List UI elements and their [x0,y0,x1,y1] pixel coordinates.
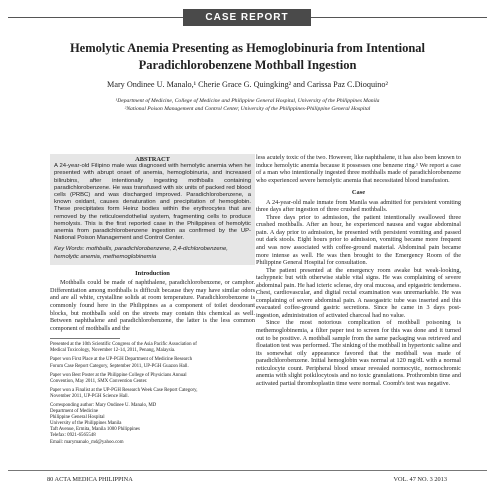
case-paragraph: The patient presented at the emergency room awake but weak-looking, tachypneic but with otherwise stable vital signs. He was complaining of severe abdominal pain. He had icteric sclerae, dry oral mucosa, and epigastric tenderness. Chest, cardiovascular, and digital rectal examination was unremarkable. He was complaining of severe abdominal pain. A nasogastric tube was inserted and this evacuated coffee-ground gastric secretions. Since he came in 3 days post-ingestion, administration of activated charcoal had no value. [256,266,461,319]
footnotes [50,342,255,445]
footnote-line: Paper won First Place at the UP-PGH Department of Medicine Research [50,357,193,363]
abstract-box [50,154,255,265]
introduction-text: Mothballs could be made of naphthalene, paradichlorobenzene, or camphor. Differentiation among mothballs is difficult because they may have similar odors and are all white, crystalline solids at room temperature. Paradichlorobenzene is commonly found here in the Philippines as a component of toilet deodorant blocks, but mothballs sold on the streets may contain this chemical as well. Between naphthalene and paradichlorobenzene, the latter is the less common component of mothballs and the [50,279,255,332]
affiliations [20,98,475,113]
keywords: Key Words: mothballs, paradichlorobenzene, 2,4-dichlorobenzene, hemolytic anemia, methemoglobinemia [54,246,228,260]
section-label: CASE REPORT [183,9,311,26]
introduction-heading: Introduction [135,269,170,277]
footnote [50,342,255,354]
footnote-line: Email: marymanalo_md@yahoo.com [50,439,124,445]
author-list: Mary Ondinee U. Manalo,¹ Cherie Grace G. Quingking² and Carissa Paz C.Dioquino² [107,80,388,89]
footnote [50,403,255,446]
volume-footer: VOL. 47 NO. 3 2013 [393,476,447,483]
case-heading: Case [351,189,366,197]
footnote-line: Paper won a Finalist at the UP-PGH Research Week Case Report Category, [50,387,198,393]
case-paragraph: Three days prior to admission, the patient intentionally swallowed three crushed mothballs. After an hour, he experienced nausea and vague abdominal pain. A day prior to admission, he presented with persistent vomiting and passed out dark stools. Eight hours prior to admission, vomiting became more frequent and was now associated with coffee-ground material. Abdominal pain became more intense as well. He was then brought to the Emergency Room of the Philippine General Hospital for consultation. [256,213,461,267]
intro-continuation: less acutely toxic of the two. However, like naphthalene, it has also been known to induce hemolytic anemia because it possesses one benzene ring.¹ We report a case of a man who intentionally ingested three mothballs made of paradichlorobenzene who experienced severe hemolytic anemia that necessitated blood transfusion. [256,154,461,184]
footnote [50,388,255,400]
footnote-line: Convention, May 2011, SMX Convention Center. [50,378,148,384]
footnote-line: Presented at the 10th Scientific Congress of the Asia Pacific Association of [50,342,197,348]
footnote-line: Corresponding author: Mary Ondinee U. Manalo, MD [50,402,157,408]
affiliation-1: ¹Department of Medicine, College of Medicine and Philippine General Hospital, University of the Philippines Manila [115,98,380,104]
journal-footer: 80 ACTA MEDICA PHILIPPINA [47,476,133,483]
case-paragraph: A 24-year-old male inmate from Manila was admitted for persistent vomiting three days after ingestion of three crushed mothballs. [256,198,461,214]
footnote-line: Philippine General Hospital [50,415,105,421]
footnote-line: Forum Case Report Category, September 2011, UP-PGH Guazon Hall. [50,363,189,369]
footer-rule [8,470,487,471]
footnote-line: Paper won Best Poster at the Philippine College of Physicians Annual [50,372,187,378]
footnote-line: Telefax: 0921-6565548 [50,433,96,439]
footnote-line: Medical Toxicology, November 12-14, 2011, Penang, Malaysia. [50,348,176,354]
right-column [256,154,461,387]
article-title: Hemolytic Anemia Presenting as Hemoglobinuria from Intentional Paradichlorobenzene Mothball Ingestion [69,41,426,72]
footnote-line: University of the Philippines Manila [50,421,122,427]
footnote-divider [50,338,120,339]
left-column [50,154,255,449]
footnote [50,373,255,385]
abstract-text: A 24-year-old Filipino male was diagnosed with hemolytic anemia when he presented with abrupt onset of anemia, hemoglobinuria, and increased bilirubins, after intentionally ingesting mothballs containing paradichlorobenzene. He was transfused with six units of packed red blood cells (PRBC) and was discharged improved. Paradichlorobenzene, a known oxidant, causes denaturation and precipitation of hemoglobin. These precipitates form Heinz bodies within the erythrocytes that are removed by the reticuloendothelial system, fragmenting cells to produce hemolysis. This is the first reported case in the Philippines of hemolytic anemia from paradichlorobenzene ingestion as confirmed by the UP-National Poison Management and Control Center. [54,163,251,242]
abstract-heading: ABSTRACT [135,156,170,163]
affiliation-2: ²National Poison Management and Control Center, University of the Philippines-Philippine General Hospital [124,105,371,112]
footnote-line: Taft Avenue, Ermita, Manila 1000 Philippines [50,427,140,433]
section-banner [0,9,495,26]
footnote [50,357,255,369]
case-paragraph: Since the most notorious complication of mothball poisoning is methemoglobinemia, a filter paper test to screen for this was done and it turned out to be positive. A mothball sample from the same packaging was retrieved and floatation test was performed. The sinking of the mothball in hypertonic saline and its somewhat oily appearance favored that the mothball was made of paradichlorobenzene. Initial hemoglobin was normal at 120 mg/dL with a normal reticulocyte count. Peripheral blood smear revealed normocytic, normochromic anemia with slight poikilocytosis and no toxic granulations. Prothrombin time and activated partial thromboplastin time were normal. Coomb's test was negative. [256,319,461,387]
footnote-line: Department of Medicine [50,409,99,415]
footnote-line: November 2011, UP-PGH Science Hall. [50,393,129,399]
